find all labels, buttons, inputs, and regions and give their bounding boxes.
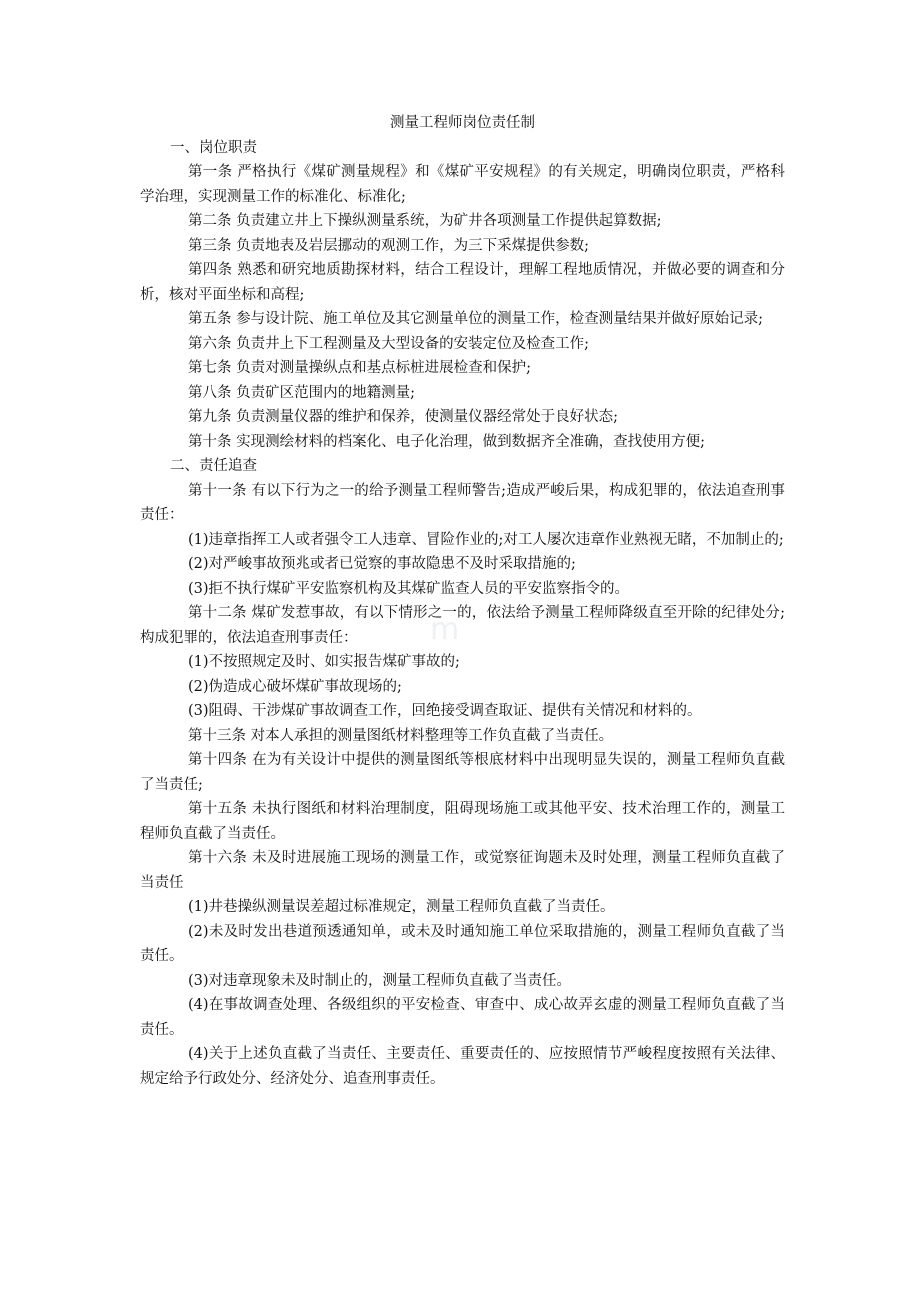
article-11: 第十一条 有以下行为之一的给予测量工程师警告;造成严峻后果，构成犯罪的，依法追查刑事责任：	[140, 482, 785, 523]
watermark-text: m	[430, 612, 462, 647]
article-11-item-1: (1)违章指挥工人或者强令工人违章、冒险作业的;对工人屡次违章作业熟视无睹，不加制止的;	[188, 531, 784, 548]
article-3: 第三条 负责地表及岩层挪动的观测工作，为三下采煤提供参数;	[188, 237, 589, 254]
article-12-item-2: (2)伪造成心破坏煤矿事故现场的;	[188, 678, 402, 695]
article-16-item-4: (4)在事故调查处理、各级组织的平安检查、审查中、成心故弄玄虚的测量工程师负直截了当责任。	[140, 997, 785, 1038]
article-13: 第十三条 对本人承担的测量图纸材料整理等工作负直截了当责任。	[188, 727, 614, 744]
document-page	[140, 111, 785, 1091]
article-11-item-3: (3)拒不执行煤矿平安监察机构及其煤矿监查人员的平安监察指令的。	[188, 580, 630, 597]
article-2: 第二条 负责建立井上下操纵测量系统，为矿井各项测量工作提供起算数据;	[188, 213, 662, 229]
article-16: 第十六条 未及时进展施工现场的测量工作，或觉察征询题未及时处理，测量工程师负直截了当责任	[140, 850, 785, 891]
article-12-item-3: (3)阻碍、干涉煤矿事故调查工作，回绝接受调查取证、提供有关情况和材料的。	[188, 703, 702, 719]
article-7: 第七条 负责对测量操纵点和基点标桩进展检查和保护;	[188, 360, 531, 376]
article-15: 第十五条 未执行图纸和材料治理制度，阻碍现场施工或其他平安、技术治理工作的，测量工程师负直截了当责任。	[140, 801, 785, 842]
document-body	[140, 111, 785, 1091]
article-12-item-1: (1)不按照规定及时、如实报告煤矿事故的;	[188, 654, 460, 670]
article-16-item-5: (4)关于上述负直截了当责任、主要责任、重要责任的、应按照情节严峻程度按照有关法律、规定给予行政处分、经济处分、追查刑事责任。	[140, 1046, 785, 1087]
article-9: 第九条 负责测量仪器的维护和保养，使测量仪器经常处于良好状态;	[188, 409, 618, 425]
article-11-item-2: (2)对严峻事故预兆或者已觉察的事故隐患不及时采取措施的;	[188, 556, 576, 572]
section-heading-duties: 一、岗位职责	[170, 139, 257, 156]
article-10: 第十条 实现测绘材料的档案化、电子化治理，做到数据齐全准确，查找使用方便;	[188, 433, 705, 450]
article-4: 第四条 熟悉和研究地质勘探材料，结合工程设计，理解工程地质情况，并做必要的调查和分析，核对平面坐标和高程;	[140, 262, 785, 303]
document-title: 测量工程师岗位责任制	[390, 115, 535, 131]
article-12: 第十二条 煤矿发惹事故，有以下情形之一的，依法给予测量工程师降级直至开除的纪律处分;构成犯罪的，依法追查刑事责任：	[140, 605, 785, 646]
article-6: 第六条 负责井上下工程测量及大型设备的安装定位及检查工作;	[188, 335, 589, 352]
section-heading-accountability: 二、责任追查	[170, 458, 257, 474]
article-16-item-2: (2)未及时发出巷道预透通知单，或未及时通知施工单位采取措施的，测量工程师负直截了当责任。	[140, 923, 785, 964]
article-16-item-1: (1)井巷操纵测量误差超过标准规定，测量工程师负直截了当责任。	[188, 899, 615, 915]
article-5: 第五条 参与设计院、施工单位及其它测量单位的测量工作，检查测量结果并做好原始记录;	[188, 311, 763, 327]
article-8: 第八条 负责矿区范围内的地籍测量;	[188, 384, 415, 401]
article-14: 第十四条 在为有关设计中提供的测量图纸等根底材料中出现明显失误的，测量工程师负直截了当责任;	[140, 752, 785, 793]
article-16-item-3: (3)对违章现象未及时制止的，测量工程师负直截了当责任。	[188, 972, 572, 989]
article-1: 第一条 严格执行《煤矿测量规程》和《煤矿平安规程》的有关规定，明确岗位职责，严格科学治理，实现测量工作的标准化、标准化;	[140, 164, 785, 205]
